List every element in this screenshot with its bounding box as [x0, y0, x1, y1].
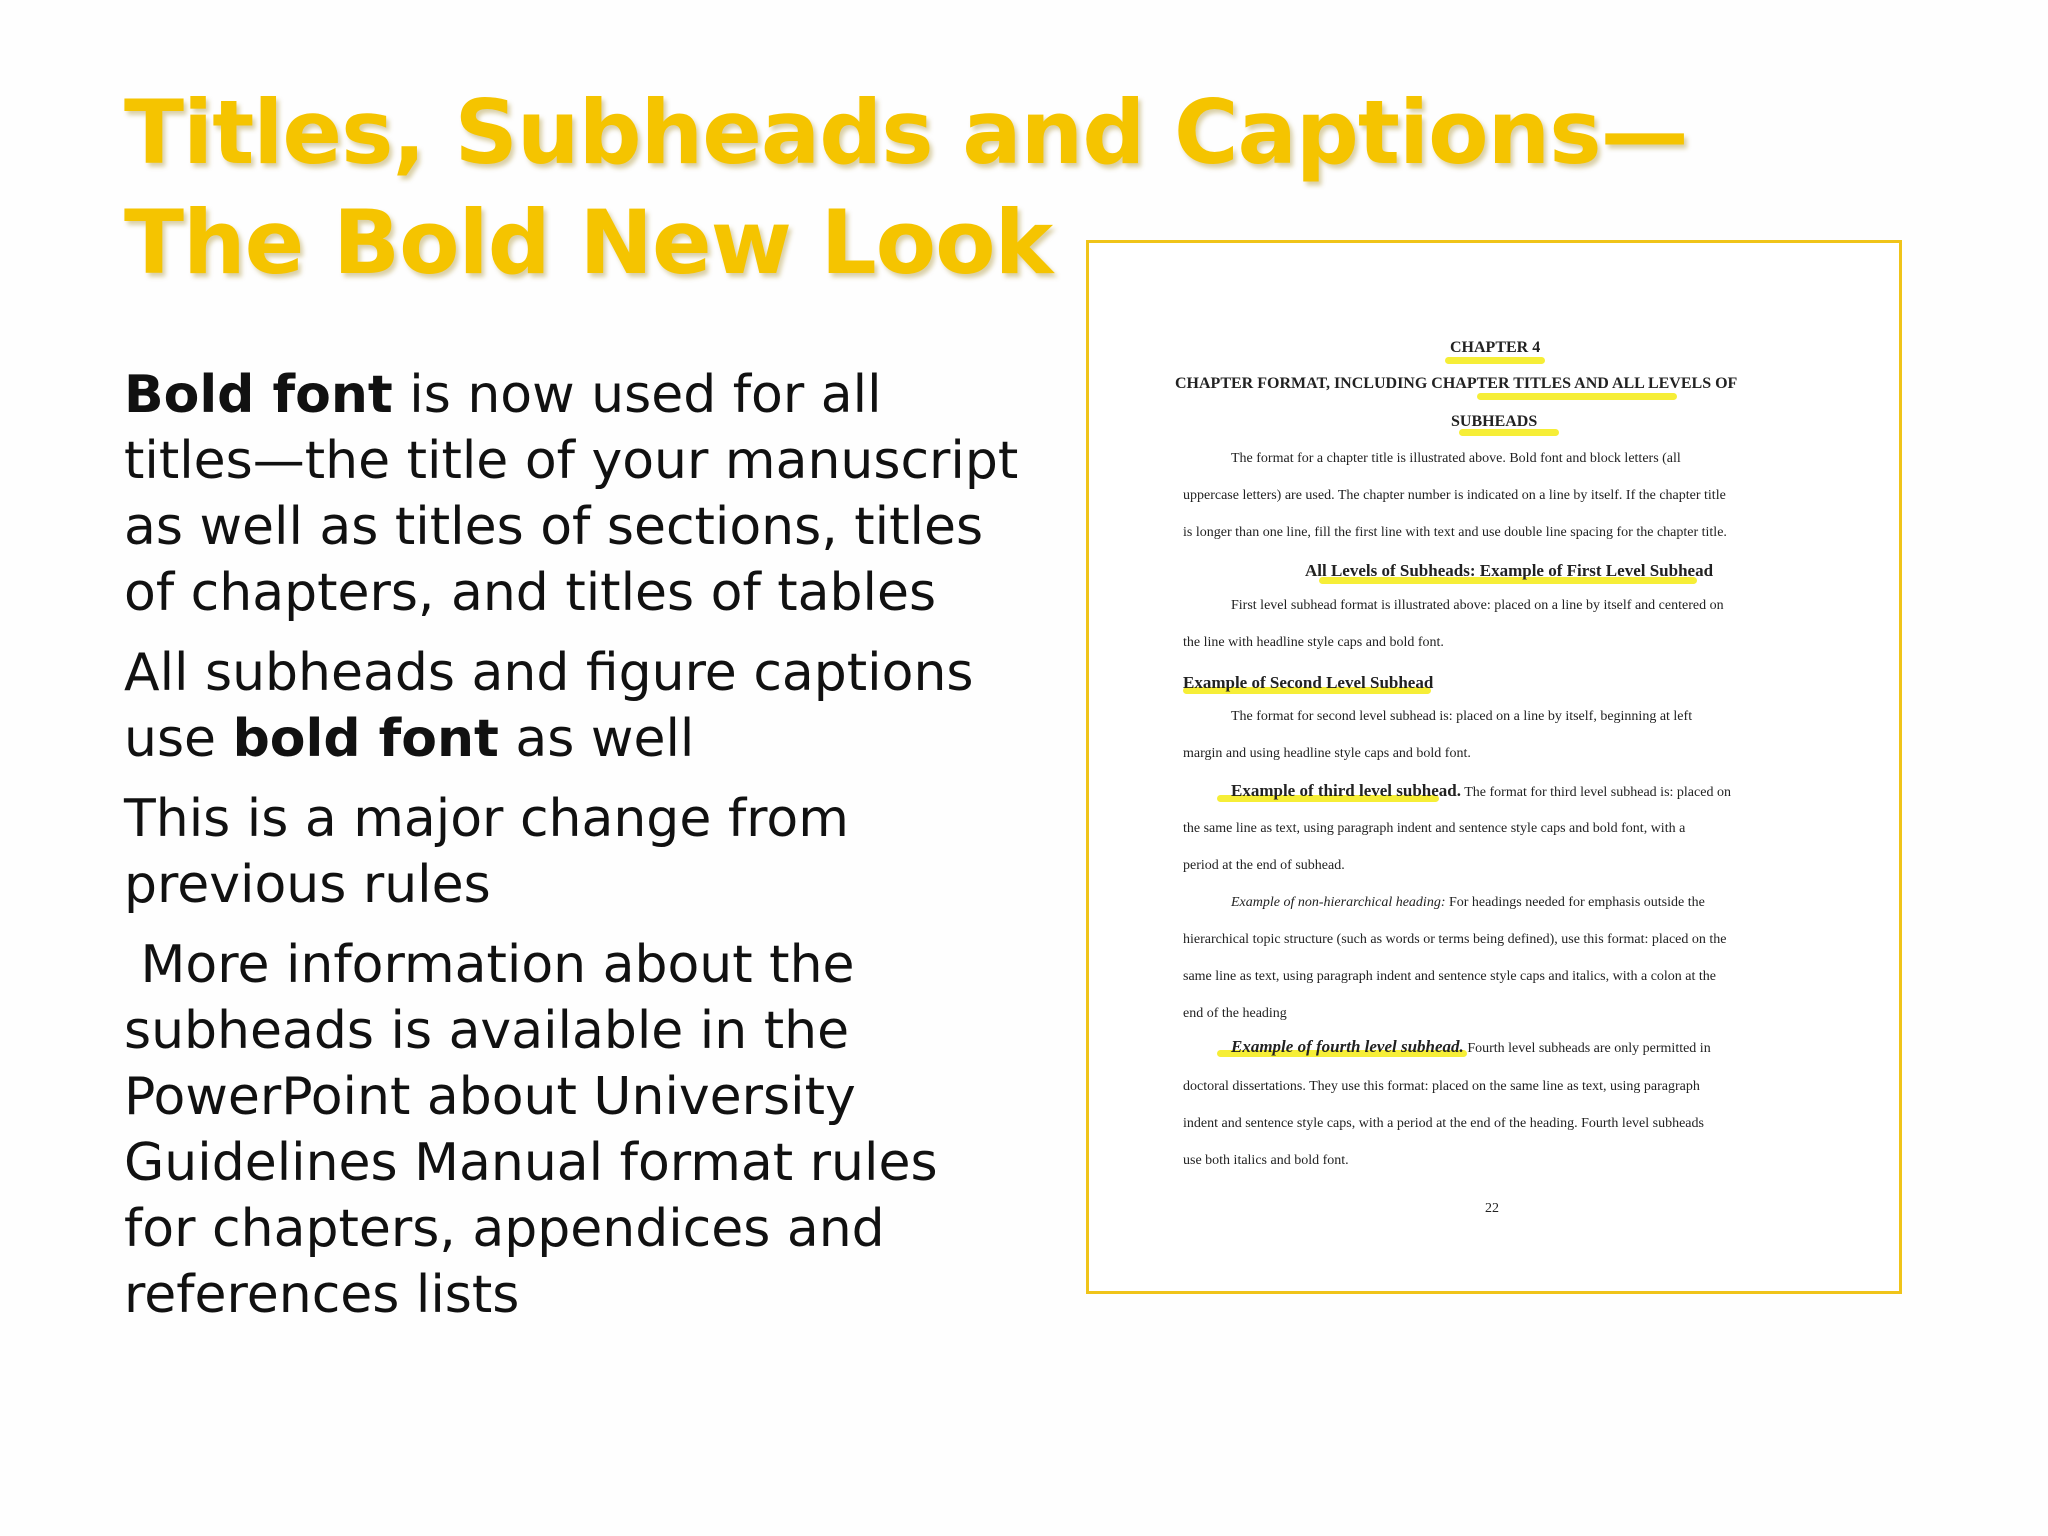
bullet-item: More information about the subheads is available in the PowerPoint about University Guidelines Manual format rules for chapters, appendices and references lists	[124, 935, 955, 1325]
bold-text: Bold font	[124, 365, 393, 425]
page-number: 22	[1485, 1201, 1499, 1216]
slide-title: Titles, Subheads and Captions—The Bold New Look	[124, 81, 1688, 294]
bullet-item	[124, 362, 1024, 626]
document-page	[1089, 243, 1905, 1297]
doc-paragraph-line: margin and using headline style caps and bold font.	[1183, 746, 1471, 761]
highlight-mark	[1445, 357, 1545, 364]
doc-paragraph-line: same line as text, using paragraph indent and sentence style caps and italics, with a colon at the	[1183, 969, 1716, 984]
doc-paragraph-line: use both italics and bold font.	[1183, 1153, 1349, 1168]
doc-text: Fourth level subheads are only permitted in	[1467, 1041, 1711, 1056]
second-level-subhead: Example of Second Level Subhead	[1183, 673, 1434, 692]
chapter-title-line: SUBHEADS	[1451, 413, 1538, 430]
doc-paragraph-line	[1231, 781, 1731, 801]
document-image-frame	[1086, 240, 1902, 1294]
bullet-item	[124, 640, 1024, 772]
bullet-item: This is a major change from previous rules	[124, 789, 849, 915]
doc-paragraph-line: indent and sentence style caps, with a period at the end of the heading. Fourth level subheads	[1183, 1116, 1704, 1131]
doc-paragraph-line: end of the heading	[1183, 1006, 1287, 1021]
doc-paragraph-line: the line with headline style caps and bold font.	[1183, 635, 1444, 650]
doc-paragraph-line: uppercase letters) are used. The chapter number is indicated on a line by itself. If the chapter title	[1183, 488, 1726, 503]
highlight-mark	[1477, 393, 1677, 400]
non-hierarchical-heading: Example of non-hierarchical heading:	[1231, 895, 1446, 910]
doc-paragraph-line	[1231, 1037, 1711, 1057]
doc-text: For headings needed for emphasis outside the	[1448, 895, 1705, 910]
bullet-text: as well	[498, 709, 695, 769]
doc-text: The format for third level subhead is: placed on	[1464, 785, 1731, 800]
fourth-level-subhead-text: Example of fourth level subhead.	[1231, 1037, 1464, 1056]
doc-paragraph-line: the same line as text, using paragraph indent and sentence style caps and bold font, with a	[1183, 821, 1686, 836]
doc-paragraph-line: is longer than one line, fill the first line with text and use double line spacing for the chapter title.	[1183, 525, 1727, 540]
doc-paragraph-line: hierarchical topic structure (such as words or terms being defined), use this format: placed on the	[1183, 932, 1727, 947]
bullet-text: is now used for all titles—the title of your manuscript as well as titles of sections, titles of chapters, and titles of tables	[124, 365, 1019, 623]
doc-paragraph-line: doctoral dissertations. They use this format: placed on the same line as text, using paragraph	[1183, 1079, 1700, 1094]
doc-paragraph-line: First level subhead format is illustrated above: placed on a line by itself and centered on	[1231, 598, 1724, 613]
bold-text: bold font	[232, 709, 499, 769]
chapter-title-line: CHAPTER FORMAT, INCLUDING CHAPTER TITLES AND ALL LEVELS OF	[1175, 375, 1738, 392]
doc-paragraph-line	[1231, 895, 1705, 911]
bullet-list	[124, 362, 1024, 1342]
doc-paragraph-line: The format for second level subhead is: placed on a line by itself, beginning at left	[1231, 709, 1693, 724]
third-level-subhead: Example of third level subhead.	[1231, 781, 1461, 800]
doc-paragraph-line: period at the end of subhead.	[1183, 858, 1345, 873]
doc-paragraph-line: The format for a chapter title is illustrated above. Bold font and block letters (all	[1231, 451, 1681, 466]
bullet-text: All subheads and figure captions use	[124, 643, 974, 769]
chapter-number: CHAPTER 4	[1450, 339, 1541, 356]
first-level-subhead: All Levels of Subheads: Example of First Level Subhead	[1305, 561, 1714, 580]
fourth-level-subhead	[1231, 1037, 1464, 1056]
